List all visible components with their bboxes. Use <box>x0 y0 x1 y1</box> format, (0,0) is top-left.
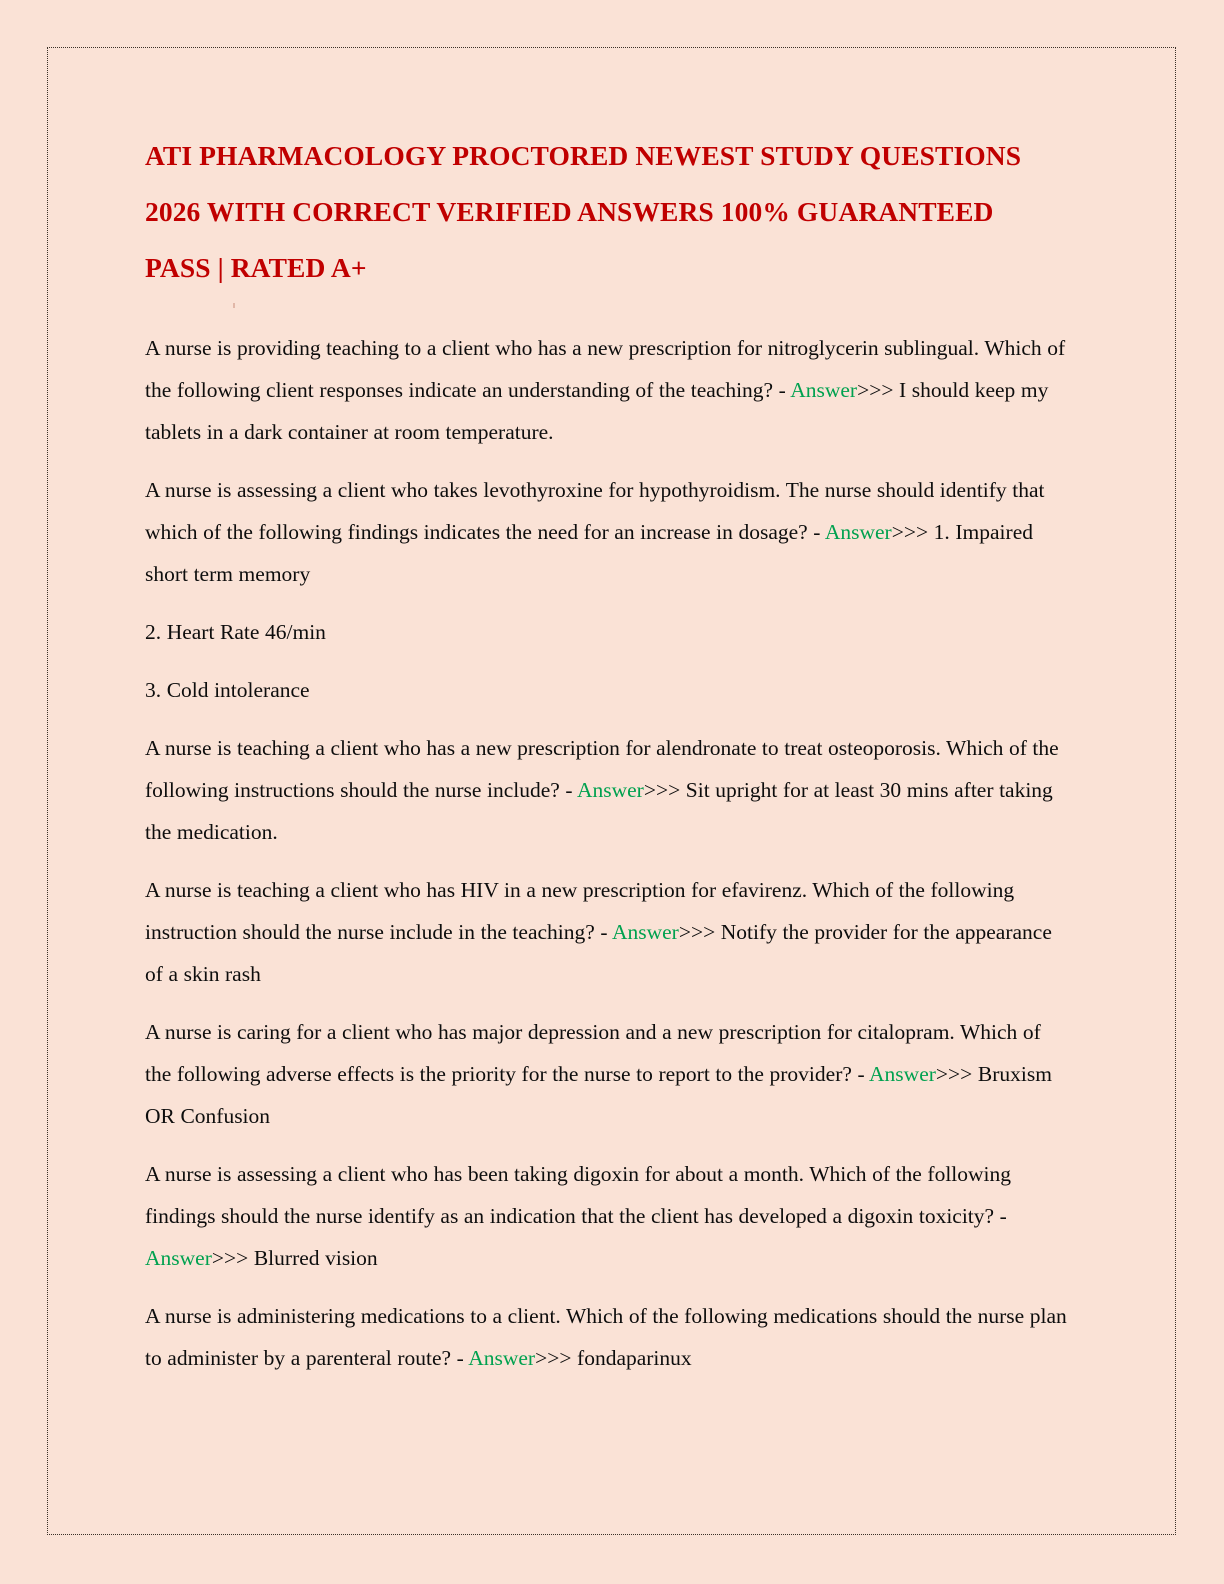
answer-text: Blurred vision <box>248 1246 378 1270</box>
answer-arrows: >>> <box>935 1062 973 1086</box>
answer-label: Answer <box>869 1062 936 1086</box>
qa-paragraph <box>145 727 1070 853</box>
answer-text: I should keep my tablets in a dark container at room temperature. <box>145 378 1049 444</box>
answer-arrows: >>> <box>891 520 929 544</box>
answer-text: Bruxism OR Confusion <box>145 1062 1052 1128</box>
page-title: ATI PHARMACOLOGY PROCTORED NEWEST STUDY QUESTIONS 2026 WITH CORRECT VERIFIED ANSWERS 100% GUARANTEED PASS | RATED A+ <box>145 140 1022 283</box>
question-text: A nurse is providing teaching to a client who has a new prescription for nitroglycerin sublingual. Which of the following client responses indicate an understanding of the teaching? - <box>145 336 1066 402</box>
answer-arrows: >>> <box>211 1246 249 1270</box>
answer-label: Answer <box>611 920 679 944</box>
answer-arrows: >>> <box>535 1346 572 1370</box>
option-item: 2. Heart Rate 46/min <box>145 620 326 644</box>
answer-arrows: >>> <box>857 378 894 402</box>
option-item: 3. Cold intolerance <box>145 678 310 702</box>
answer-label: Answer <box>576 778 644 802</box>
answer-arrows: >>> <box>678 920 716 944</box>
qa-paragraph <box>145 469 1070 595</box>
answer-label: Answer <box>145 1246 212 1270</box>
qa-paragraph <box>145 1295 1070 1379</box>
answer-label: Answer <box>824 520 892 544</box>
question-text: A nurse is administering medications to a client. Which of the following medications should the nurse plan to administer by a parenteral route? - <box>145 1304 1067 1370</box>
question-text: A nurse is teaching a client who has a new prescription for alendronate to treat osteoporosis. Which of the following instructions should the nurse include? - <box>145 736 1059 802</box>
answer-text: fondaparinux <box>571 1346 692 1370</box>
answer-label: Answer <box>790 378 858 402</box>
question-text: A nurse is assessing a client who takes levothyroxine for hypothyroidism. The nurse should identify that which of the following findings indicates the need for an increase in dosage? - <box>145 478 1045 544</box>
qa-paragraph <box>145 869 1070 995</box>
answer-text: 1. Impaired short term memory <box>145 520 1033 586</box>
answer-text: Sit upright for at least 30 mins after taking the medication. <box>145 778 1053 844</box>
question-text: A nurse is caring for a client who has major depression and a new prescription for citalopram. Which of the following adverse effects is the priority for the nurse to report to the provider? - <box>145 1020 1041 1086</box>
question-text: A nurse is assessing a client who has been taking digoxin for about a month. Which of the following findings should the nurse identify as an indication that the client has developed a digoxin toxicity? - <box>145 1162 1012 1228</box>
answer-label: Answer <box>468 1346 536 1370</box>
document-content <box>145 128 1070 1395</box>
qa-paragraph <box>145 1153 1070 1279</box>
qa-paragraph <box>145 1011 1070 1137</box>
qa-paragraph <box>145 327 1070 453</box>
answer-text: Notify the provider for the appearance of a skin rash <box>145 920 1052 986</box>
answer-arrows: >>> <box>643 778 681 802</box>
question-text: A nurse is teaching a client who has HIV in a new prescription for efavirenz. Which of the following instruction should the nurse include in the teaching? - <box>145 878 1015 944</box>
